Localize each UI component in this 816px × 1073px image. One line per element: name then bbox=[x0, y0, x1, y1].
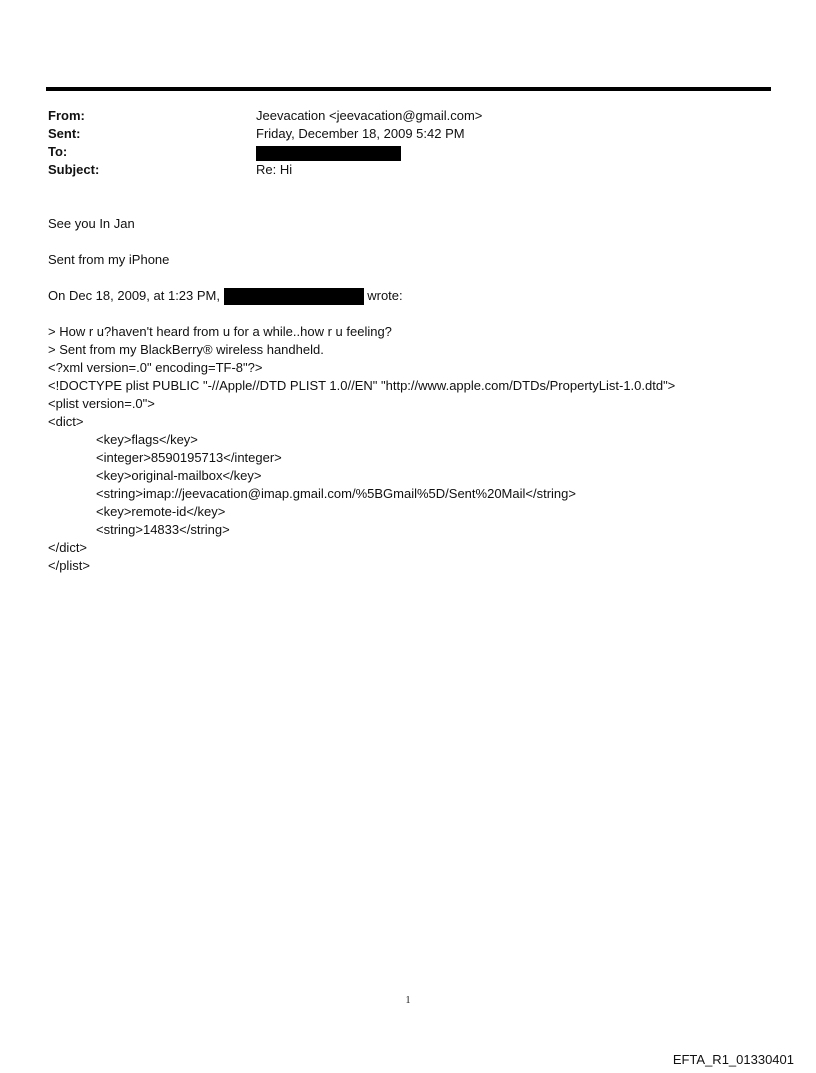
from-label: From: bbox=[48, 108, 85, 123]
quoted-line: <dict> bbox=[48, 414, 84, 429]
quote-intro-text: On Dec 18, 2009, at 1:23 PM, bbox=[48, 288, 224, 303]
sent-label: Sent: bbox=[48, 126, 81, 141]
quoted-line: <integer>8590195713</integer> bbox=[96, 450, 282, 465]
redaction-box bbox=[256, 146, 401, 161]
quoted-line: <plist version=.0"> bbox=[48, 396, 155, 411]
quoted-line: <key>flags</key> bbox=[96, 432, 198, 447]
quoted-line: <string>imap://jeevacation@imap.gmail.com/%5BGmail%5D/Sent%20Mail</string> bbox=[96, 486, 576, 501]
quoted-line: <!DOCTYPE plist PUBLIC "-//Apple//DTD PLIST 1.0//EN" "http://www.apple.com/DTDs/PropertyList-1.0.dtd"> bbox=[48, 378, 676, 393]
page-number: 1 bbox=[405, 995, 411, 1006]
quoted-line: <key>remote-id</key> bbox=[96, 504, 226, 519]
redaction-box bbox=[224, 288, 364, 305]
quoted-line: > Sent from my BlackBerry® wireless handheld. bbox=[48, 342, 324, 357]
to-value-redaction bbox=[256, 144, 401, 162]
quoted-line: <key>original-mailbox</key> bbox=[96, 468, 262, 483]
subject-value: Re: Hi bbox=[256, 162, 293, 177]
to-label: To: bbox=[48, 144, 68, 159]
quoted-line: <?xml version=.0" encoding=TF-8"?> bbox=[48, 360, 263, 375]
sent-value: Friday, December 18, 2009 5:42 PM bbox=[256, 126, 465, 141]
quoted-line: <string>14833</string> bbox=[96, 522, 230, 537]
subject-label: Subject: bbox=[48, 162, 100, 177]
quote-intro-wrote: wrote: bbox=[363, 288, 403, 303]
quoted-line: </plist> bbox=[48, 558, 90, 573]
from-value: Jeevacation <jeevacation@gmail.com> bbox=[256, 108, 483, 123]
quoted-line: </dict> bbox=[48, 540, 88, 555]
header-divider bbox=[46, 87, 771, 91]
document-id: EFTA_R1_01330401 bbox=[672, 1052, 794, 1067]
quoted-line: > How r u?haven't heard from u for a while..how r u feeling? bbox=[48, 324, 392, 339]
body-line: See you In Jan bbox=[48, 216, 135, 231]
quote-intro bbox=[48, 287, 403, 305]
signature-line: Sent from my iPhone bbox=[48, 252, 170, 267]
